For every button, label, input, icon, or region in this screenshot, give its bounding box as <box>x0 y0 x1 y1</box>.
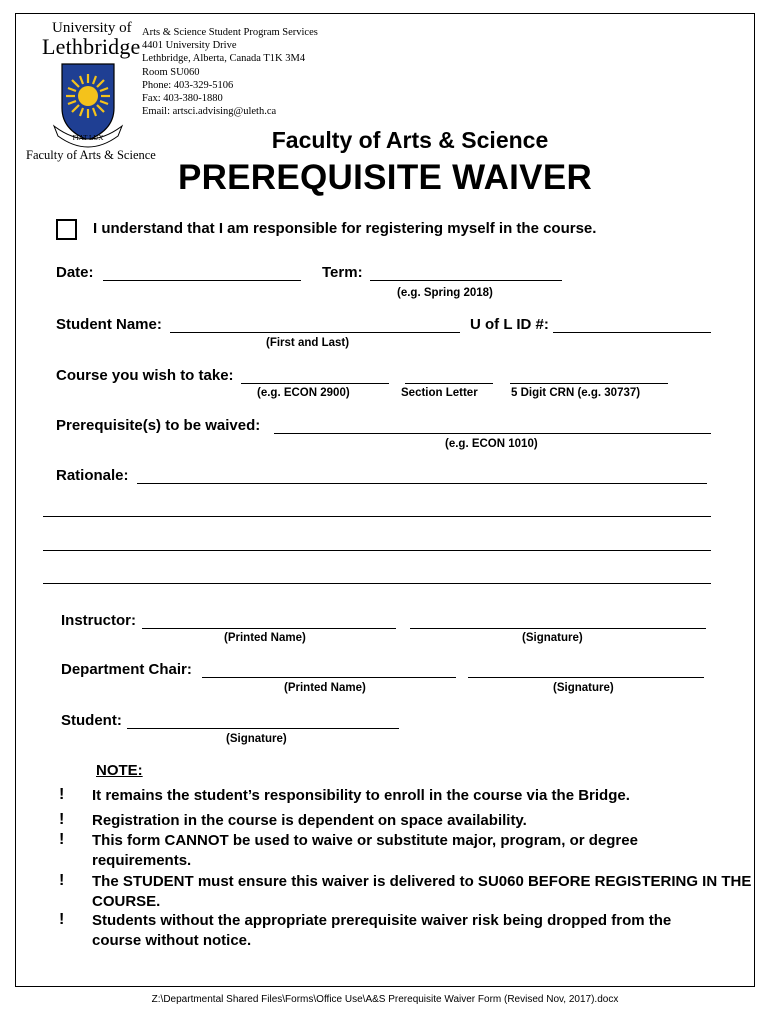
faculty-title: Faculty of Arts & Science <box>271 127 549 153</box>
date-label: Date: <box>56 264 94 281</box>
rationale-label: Rationale: <box>56 467 129 484</box>
footer-file-path: Z:\Departmental Shared Files\Forms\Office Use\A&S Prerequisite Waiver Form (Revised Nov, 2017).docx <box>151 994 619 1005</box>
crn-hint: 5 Digit CRN (e.g. 30737) <box>511 387 641 399</box>
course-label: Course you wish to take: <box>56 367 234 384</box>
chair-signature-hint: (Signature) <box>553 682 614 694</box>
instructor-signature-hint: (Signature) <box>522 632 583 644</box>
instructor-signature-field[interactable] <box>410 628 706 629</box>
section-field[interactable] <box>405 383 493 384</box>
note-item: Registration in the course is dependent on space availability. <box>92 812 527 829</box>
crn-field[interactable] <box>510 383 668 384</box>
student-label: Student: <box>61 712 122 729</box>
bullet-icon: ! <box>59 811 65 828</box>
university-name-line2: Lethbridge <box>42 34 141 59</box>
rationale-field-line3[interactable] <box>43 550 711 551</box>
student-name-field[interactable] <box>170 332 460 333</box>
student-signature-hint: (Signature) <box>226 733 287 745</box>
chair-name-hint: (Printed Name) <box>284 682 366 694</box>
course-field[interactable] <box>241 383 389 384</box>
bullet-icon: ! <box>59 911 65 928</box>
note-item: The STUDENT must ensure this waiver is delivered to SU060 BEFORE REGISTERING IN THE COURSE. <box>92 873 752 910</box>
student-name-label: Student Name: <box>56 316 162 333</box>
acknowledge-checkbox[interactable] <box>56 219 77 240</box>
chair-label: Department Chair: <box>61 661 192 678</box>
chair-name-field[interactable] <box>202 677 456 678</box>
uid-field[interactable] <box>553 332 711 333</box>
rationale-field-line2[interactable] <box>43 516 711 517</box>
prereq-label: Prerequisite(s) to be waived: <box>56 417 261 434</box>
notes-label: NOTE: <box>96 762 143 779</box>
note-item: It remains the student’s responsibility to enroll in the course via the Bridge. <box>92 787 630 804</box>
address-block: Arts & Science Student Program Services 4401 University Drive Lethbridge, Alberta, Canada T1K 3M4 Room SU060 Phone: 403-329-5106 Fax: 403-380-1880 Email: artsci.advising@uleth.ca <box>142 27 318 118</box>
student-signature-field[interactable] <box>127 728 399 729</box>
faculty-name-small: Faculty of Arts & Science <box>26 148 156 162</box>
term-hint: (e.g. Spring 2018) <box>397 287 493 299</box>
bullet-icon: ! <box>59 831 65 848</box>
prereq-field[interactable] <box>274 433 711 434</box>
university-name-line1: University of <box>52 20 132 36</box>
rationale-field-line4[interactable] <box>43 583 711 584</box>
course-hint: (e.g. ECON 2900) <box>257 387 350 399</box>
rationale-field-line1[interactable] <box>137 483 707 484</box>
date-field[interactable] <box>103 280 301 281</box>
note-item: Students without the appropriate prerequisite waiver risk being dropped from the course without notice. <box>92 912 672 949</box>
bullet-icon: ! <box>59 786 65 803</box>
instructor-name-field[interactable] <box>142 628 396 629</box>
bullet-icon: ! <box>59 872 65 889</box>
uid-label: U of L ID #: <box>470 316 549 333</box>
form-title: PREREQUISITE WAIVER <box>177 158 593 197</box>
instructor-label: Instructor: <box>61 612 136 629</box>
term-field[interactable] <box>370 280 562 281</box>
instructor-name-hint: (Printed Name) <box>224 632 306 644</box>
crest-motto: FIAT LUX <box>72 134 104 142</box>
chair-signature-field[interactable] <box>468 677 704 678</box>
note-item: This form CANNOT be used to waive or substitute major, program, or degree requirements. <box>92 832 638 869</box>
acknowledge-text: I understand that I am responsible for registering myself in the course. <box>93 220 597 237</box>
section-hint: Section Letter <box>401 387 478 399</box>
student-name-hint: (First and Last) <box>266 337 350 349</box>
prereq-hint: (e.g. ECON 1010) <box>445 438 538 450</box>
term-label: Term: <box>322 264 363 281</box>
